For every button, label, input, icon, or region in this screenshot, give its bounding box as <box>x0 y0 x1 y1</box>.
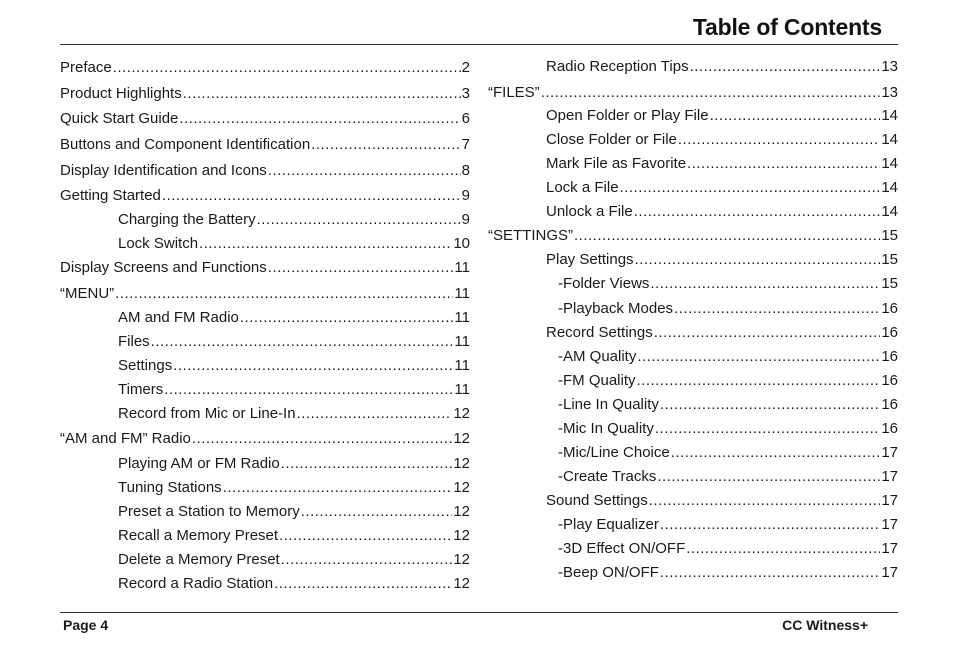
toc-entry-title: “FILES” <box>488 84 540 101</box>
toc-leader-dots <box>113 59 461 77</box>
toc-entry-title: Files <box>118 333 150 350</box>
toc-entry-title: Recall a Memory Preset <box>118 527 279 544</box>
toc-leader-dots <box>281 551 453 569</box>
toc-entry-page: 12 <box>453 430 470 447</box>
toc-leader-dots <box>655 420 880 438</box>
toc-entry <box>558 468 898 486</box>
toc-entry-page: 16 <box>881 396 898 413</box>
toc-entry-page: 11 <box>454 285 470 302</box>
toc-entry <box>546 179 898 197</box>
toc-entry <box>558 275 898 293</box>
toc-entry-page: 6 <box>461 110 470 127</box>
toc-entry-title: -Playback Modes <box>558 300 674 317</box>
toc-entry <box>558 348 898 366</box>
toc-leader-dots <box>654 324 881 342</box>
toc-entry-page: 8 <box>461 162 470 179</box>
footer-page-number: Page 4 <box>63 617 109 633</box>
toc-leader-dots <box>637 372 881 390</box>
toc-leader-dots <box>690 58 881 76</box>
toc-leader-dots <box>199 235 452 253</box>
toc-entry <box>60 430 470 448</box>
toc-entry <box>118 381 470 399</box>
toc-entry-page: 12 <box>453 503 470 520</box>
toc-entry-title: Playing AM or FM Radio <box>118 455 280 472</box>
toc-entry <box>118 333 470 351</box>
toc-leader-dots <box>240 309 454 327</box>
toc-entry-title: -FM Quality <box>558 372 636 389</box>
toc-entry-title: -Play Equalizer <box>558 516 659 533</box>
toc-leader-dots <box>574 227 880 245</box>
toc-entry-page: 12 <box>453 551 470 568</box>
toc-entry-title: Open Folder or Play File <box>546 107 709 124</box>
toc-leader-dots <box>635 251 881 269</box>
toc-entry-page: 15 <box>881 251 898 268</box>
toc-entry-page: 13 <box>881 58 898 75</box>
toc-entry-page: 14 <box>881 131 898 148</box>
toc-entry-page: 9 <box>461 211 470 228</box>
toc-entry <box>546 131 898 149</box>
toc-entry-title: “AM and FM” Radio <box>60 430 191 447</box>
toc-entry-page: 3 <box>461 85 470 102</box>
toc-entry-title: “MENU” <box>60 285 115 302</box>
toc-entry <box>118 357 470 375</box>
toc-entry-title: Delete a Memory Preset <box>118 551 280 568</box>
toc-entry-title: -Folder Views <box>558 275 650 292</box>
toc-entry <box>118 479 470 497</box>
toc-entry-title: Sound Settings <box>546 492 648 509</box>
toc-entry-title: -Create Tracks <box>558 468 657 485</box>
toc-entry-page: 17 <box>881 516 898 533</box>
toc-entry-title: -Beep ON/OFF <box>558 564 659 581</box>
toc-entry <box>60 136 470 154</box>
toc-entry-title: Timers <box>118 381 164 398</box>
toc-entry <box>118 551 470 569</box>
toc-leader-dots <box>637 348 880 366</box>
toc-entry-page: 2 <box>461 59 470 76</box>
toc-entry-page: 14 <box>881 155 898 172</box>
footer-divider <box>60 612 898 613</box>
toc-entry-page: 17 <box>881 444 898 461</box>
toc-entry-title: “SETTINGS” <box>488 227 573 244</box>
toc-entry-page: 15 <box>881 227 898 244</box>
toc-leader-dots <box>183 85 461 103</box>
toc-entry-page: 16 <box>881 348 898 365</box>
toc-leader-dots <box>164 381 453 399</box>
toc-entry <box>558 540 898 558</box>
toc-entry <box>118 503 470 521</box>
toc-entry <box>558 300 898 318</box>
toc-entry <box>546 324 898 342</box>
toc-leader-dots <box>634 203 881 221</box>
toc-leader-dots <box>686 540 880 558</box>
toc-entry <box>118 527 470 545</box>
toc-entry <box>488 227 898 245</box>
toc-entry <box>546 155 898 173</box>
toc-entry-title: Settings <box>118 357 173 374</box>
footer-product-name: CC Witness+ <box>782 617 868 633</box>
toc-entry <box>546 492 898 510</box>
toc-leader-dots <box>650 275 880 293</box>
toc-entry <box>118 575 470 593</box>
toc-entry-title: Quick Start Guide <box>60 110 179 127</box>
toc-entry-title: Lock Switch <box>118 235 199 252</box>
toc-entry-page: 17 <box>881 468 898 485</box>
toc-entry <box>118 455 470 473</box>
header-divider <box>60 44 898 45</box>
toc-entry-title: Play Settings <box>546 251 634 268</box>
toc-entry-page: 11 <box>454 381 470 398</box>
toc-entry-title: Radio Reception Tips <box>546 58 689 75</box>
toc-entry-page: 11 <box>454 333 470 350</box>
toc-entry <box>60 187 470 205</box>
toc-entry-page: 13 <box>881 84 898 101</box>
toc-entry-title: Display Screens and Functions <box>60 259 267 276</box>
toc-entry <box>558 420 898 438</box>
toc-entry-title: Product Highlights <box>60 85 182 102</box>
toc-entry <box>546 251 898 269</box>
toc-entry-page: 14 <box>881 203 898 220</box>
toc-entry-title: AM and FM Radio <box>118 309 239 326</box>
toc-entry <box>546 58 898 76</box>
toc-leader-dots <box>281 455 453 473</box>
toc-entry-title: Charging the Battery <box>118 211 256 228</box>
toc-entry-title: Unlock a File <box>546 203 633 220</box>
toc-entry-title: Record Settings <box>546 324 653 341</box>
toc-leader-dots <box>660 516 880 534</box>
toc-entry-page: 16 <box>881 372 898 389</box>
toc-entry <box>558 516 898 534</box>
toc-leader-dots <box>301 503 453 521</box>
toc-leader-dots <box>657 468 880 486</box>
toc-entry-page: 11 <box>454 259 470 276</box>
toc-entry-title: Preface <box>60 59 112 76</box>
toc-entry <box>118 211 470 229</box>
toc-leader-dots <box>649 492 881 510</box>
toc-entry <box>558 372 898 390</box>
toc-entry-page: 9 <box>461 187 470 204</box>
toc-entry-title: Mark File as Favorite <box>546 155 687 172</box>
toc-entry <box>60 85 470 103</box>
toc-entry-page: 17 <box>881 564 898 581</box>
toc-entry <box>118 405 470 423</box>
toc-leader-dots <box>620 179 881 197</box>
toc-entry <box>546 107 898 125</box>
toc-entry <box>60 259 470 277</box>
toc-entry <box>558 396 898 414</box>
toc-entry <box>118 235 470 253</box>
toc-leader-dots <box>223 479 453 497</box>
toc-entry <box>558 564 898 582</box>
toc-entry <box>60 285 470 303</box>
toc-leader-dots <box>192 430 452 448</box>
toc-leader-dots <box>268 259 454 277</box>
toc-leader-dots <box>671 444 881 462</box>
toc-entry-title: Preset a Station to Memory <box>118 503 300 520</box>
toc-leader-dots <box>311 136 460 154</box>
toc-leader-dots <box>674 300 880 318</box>
toc-entry-title: -AM Quality <box>558 348 637 365</box>
toc-leader-dots <box>297 405 453 423</box>
toc-leader-dots <box>660 396 880 414</box>
toc-leader-dots <box>274 575 452 593</box>
toc-leader-dots <box>268 162 461 180</box>
toc-entry-page: 16 <box>881 420 898 437</box>
toc-leader-dots <box>660 564 880 582</box>
toc-leader-dots <box>151 333 454 351</box>
toc-entry-page: 12 <box>453 479 470 496</box>
toc-entry-title: Close Folder or File <box>546 131 677 148</box>
toc-leader-dots <box>279 527 452 545</box>
toc-leader-dots <box>115 285 453 303</box>
toc-leader-dots <box>173 357 453 375</box>
toc-entry-title: Display Identification and Icons <box>60 162 267 179</box>
toc-entry-title: Tuning Stations <box>118 479 222 496</box>
toc-entry-page: 17 <box>881 540 898 557</box>
toc-entry-title: Record a Radio Station <box>118 575 274 592</box>
toc-entry-title: -Mic/Line Choice <box>558 444 670 461</box>
toc-entry-title: Buttons and Component Identification <box>60 136 311 153</box>
toc-entry-title: Record from Mic or Line-In <box>118 405 296 422</box>
toc-entry-page: 17 <box>881 492 898 509</box>
toc-entry <box>546 203 898 221</box>
toc-entry-page: 12 <box>453 405 470 422</box>
toc-entry-page: 12 <box>453 455 470 472</box>
toc-entry <box>488 84 898 102</box>
toc-entry-page: 16 <box>881 324 898 341</box>
toc-entry-page: 11 <box>454 309 470 326</box>
toc-entry <box>60 59 470 77</box>
toc-entry-page: 14 <box>881 107 898 124</box>
toc-entry <box>118 309 470 327</box>
toc-entry-page: 14 <box>881 179 898 196</box>
toc-entry-page: 12 <box>453 527 470 544</box>
page-title: Table of Contents <box>692 14 882 40</box>
toc-leader-dots <box>541 84 881 102</box>
toc-entry-page: 11 <box>454 357 470 374</box>
toc-leader-dots <box>257 211 461 229</box>
toc-leader-dots <box>179 110 460 128</box>
toc-entry-title: Lock a File <box>546 179 619 196</box>
toc-entry-title: -Mic In Quality <box>558 420 654 437</box>
toc-leader-dots <box>678 131 880 149</box>
toc-entry-page: 7 <box>461 136 470 153</box>
toc-leader-dots <box>687 155 880 173</box>
toc-entry <box>60 162 470 180</box>
toc-entry-title: Getting Started <box>60 187 161 204</box>
toc-entry-page: 15 <box>881 275 898 292</box>
toc-entry-title: -Line In Quality <box>558 396 659 413</box>
toc-leader-dots <box>162 187 461 205</box>
toc-entry-page: 12 <box>453 575 470 592</box>
toc-entry-title: -3D Effect ON/OFF <box>558 540 686 557</box>
toc-entry <box>558 444 898 462</box>
toc-entry-page: 10 <box>453 235 470 252</box>
toc-entry <box>60 110 470 128</box>
toc-entry-page: 16 <box>881 300 898 317</box>
toc-leader-dots <box>710 107 881 125</box>
